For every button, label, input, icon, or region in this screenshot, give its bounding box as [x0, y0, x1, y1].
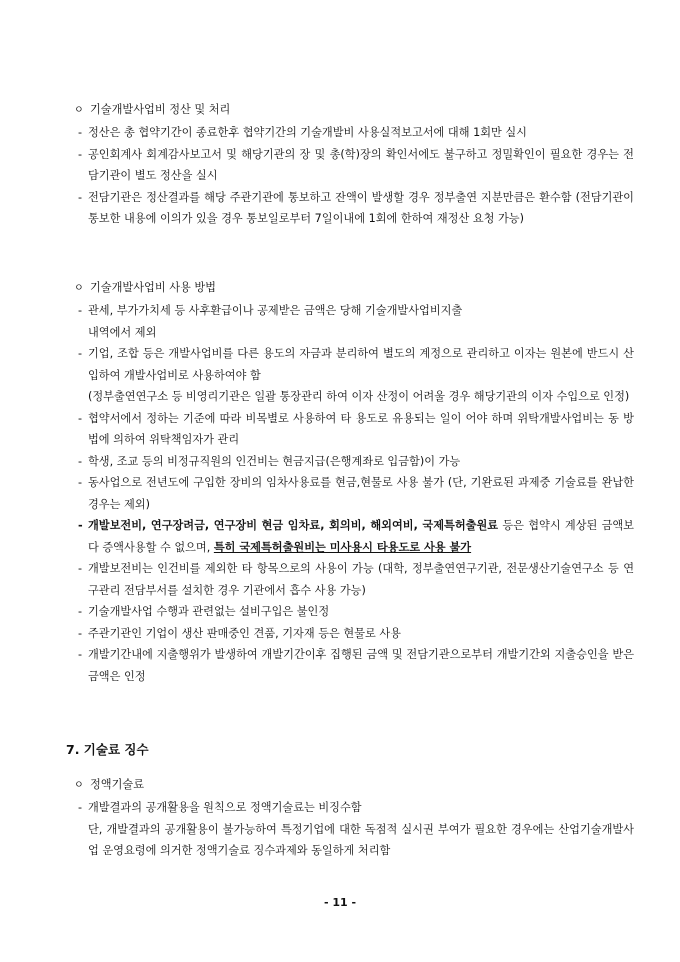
list-item-text: 기업, 조합 등은 개발사업비를 다른 용도의 자금과 분리하여 별도의 계정으로 관리하고 이자는 원본에 반드시 산입하여 개발사업비로 사용하여야 함 [88, 347, 634, 382]
fee-section-heading [66, 739, 634, 761]
circle-bullet-icon: ㅇ [74, 283, 84, 294]
circle-bullet-icon: ㅇ [74, 105, 84, 116]
list-item-text: 개발기간내에 지출행위가 발생하여 개발기간이후 집행된 금액 및 전담기관으로부터 개발기간외 지출승인을 받은 금액은 인정 [88, 648, 634, 683]
dash-icon: - [78, 801, 83, 814]
dash-icon: - [78, 147, 83, 161]
page-number: - 11 - [323, 896, 357, 909]
fee-title: 정액기술료 [90, 778, 145, 791]
list-item [74, 472, 634, 515]
list-item [74, 601, 634, 623]
list-item-text: 공인회계사 회계감사보고서 및 해당기관의 장 및 총(학)장의 확인서에도 불구하고 정밀확인이 필요한 경우는 전담기관이 별도 정산을 실시 [88, 147, 634, 182]
usage-title: 기술개발사업비 사용 방법 [90, 281, 216, 294]
fee-heading [74, 774, 634, 797]
list-item-text: 협약서에서 정하는 기준에 따라 비목별로 사용하여 타 용도로 유용되는 일이 어야 하며 위탁개발사업비는 동 방법에 의하여 위탁책임자가 관리 [88, 411, 634, 446]
dash-icon: - [78, 347, 83, 360]
dash-icon: - [78, 126, 83, 139]
list-item-text: 전담기관은 정산결과를 해당 주관기관에 통보하고 잔액이 발생할 경우 정부출연 지분만큼은 환수함 (전담기관이 통보한 내용에 이의가 있을 경우 통보일로부터 7일이내에 1회에 한하여 재정산 요청 가능) [88, 190, 634, 225]
circle-bullet-icon: ㅇ [74, 780, 84, 791]
continuation-text: 단, 개발결과의 공개활용이 불가능하여 특정기업에 대한 독점적 실시권 부여가 필요한 경우에는 산업기술개발사업 운영요령에 의거한 정액기술료 징수과제와 동일하게 처리함 [88, 822, 634, 857]
section-title: 7. 기술료 징수 [66, 742, 149, 757]
fee-section [74, 774, 634, 862]
list-item [74, 515, 634, 558]
dash-icon: - [78, 562, 83, 575]
list-item [74, 623, 634, 645]
underlined-warning: 특히 국제특허출원비는 미사용시 타용도로 사용 불가 [213, 540, 472, 554]
list-item-text: 기술개발사업 수행과 관련없는 설비구입은 불인정 [88, 605, 330, 618]
list-item [74, 451, 634, 473]
list-item [74, 144, 634, 187]
list-item-text: 등은 협약시 계상된 금액보다 증액사용할 수 없으며, [88, 519, 634, 554]
usage-section [74, 277, 634, 687]
dash-icon: - [78, 411, 83, 425]
dash-icon: - [78, 476, 83, 489]
list-item-text: 동사업으로 전년도에 구입한 장비의 임차사용료를 현금,현물로 사용 불가 (단, 기완료된 과제중 기술료를 완납한 경우는 제외) [88, 476, 634, 511]
list-item [74, 797, 634, 819]
settlement-heading [74, 99, 634, 122]
list-item [74, 187, 634, 230]
list-item [74, 644, 634, 687]
list-item-text: 내역에서 제외 [88, 325, 157, 339]
dash-icon: - [78, 304, 83, 317]
list-item-text: 정산은 총 협약기간이 종료한후 협약기간의 기술개발비 사용실적보고서에 대해 1회만 실시 [88, 126, 527, 139]
list-item [74, 343, 634, 386]
usage-heading [74, 277, 634, 300]
bold-expense-list: 개발보전비, 연구장려금, 연구장비 현금 임차료, 회의비, 해외여비, 국제특허출원료 [88, 519, 499, 532]
list-item-text: 관세, 부가가치세 등 사후환급이나 공제받은 금액은 당해 기술개발사업비지출 [88, 304, 463, 317]
list-item-text: 주관기관인 기업이 생산 판매중인 견품, 기자재 등은 현물로 사용 [88, 626, 401, 640]
list-item-text: 개발보전비는 인건비를 제외한 타 항목으로의 사용이 가능 (대학, 정부출연연구기관, 전문생산기술연구소 등 연구관리 전담부서를 설치한 경우 기관에서 흡수 사용 가능) [88, 562, 634, 597]
dash-icon: - [78, 605, 83, 618]
list-item [74, 558, 634, 601]
list-item-text: 학생, 조교 등의 비정규직원의 인건비는 현금지급(은행계좌로 입금함)이 가능 [88, 454, 461, 468]
note-text: (정부출연연구소 등 비영리기관은 일괄 통장관리 하여 이자 산정이 어려울 경우 해당기관의 이자 수입으로 인정) [88, 390, 630, 403]
list-item [74, 122, 634, 144]
list-item-text: 개발결과의 공개활용을 원칙으로 정액기술료는 비징수함 [88, 801, 362, 814]
list-item [74, 408, 634, 451]
settlement-title: 기술개발사업비 정산 및 처리 [90, 103, 231, 116]
dash-icon: - [78, 190, 83, 204]
list-item [74, 300, 634, 343]
dash-icon: - [78, 454, 83, 468]
dash-icon: - [78, 626, 83, 640]
settlement-section [74, 99, 634, 230]
dash-icon: - [78, 648, 83, 661]
dash-icon: - [78, 519, 83, 532]
